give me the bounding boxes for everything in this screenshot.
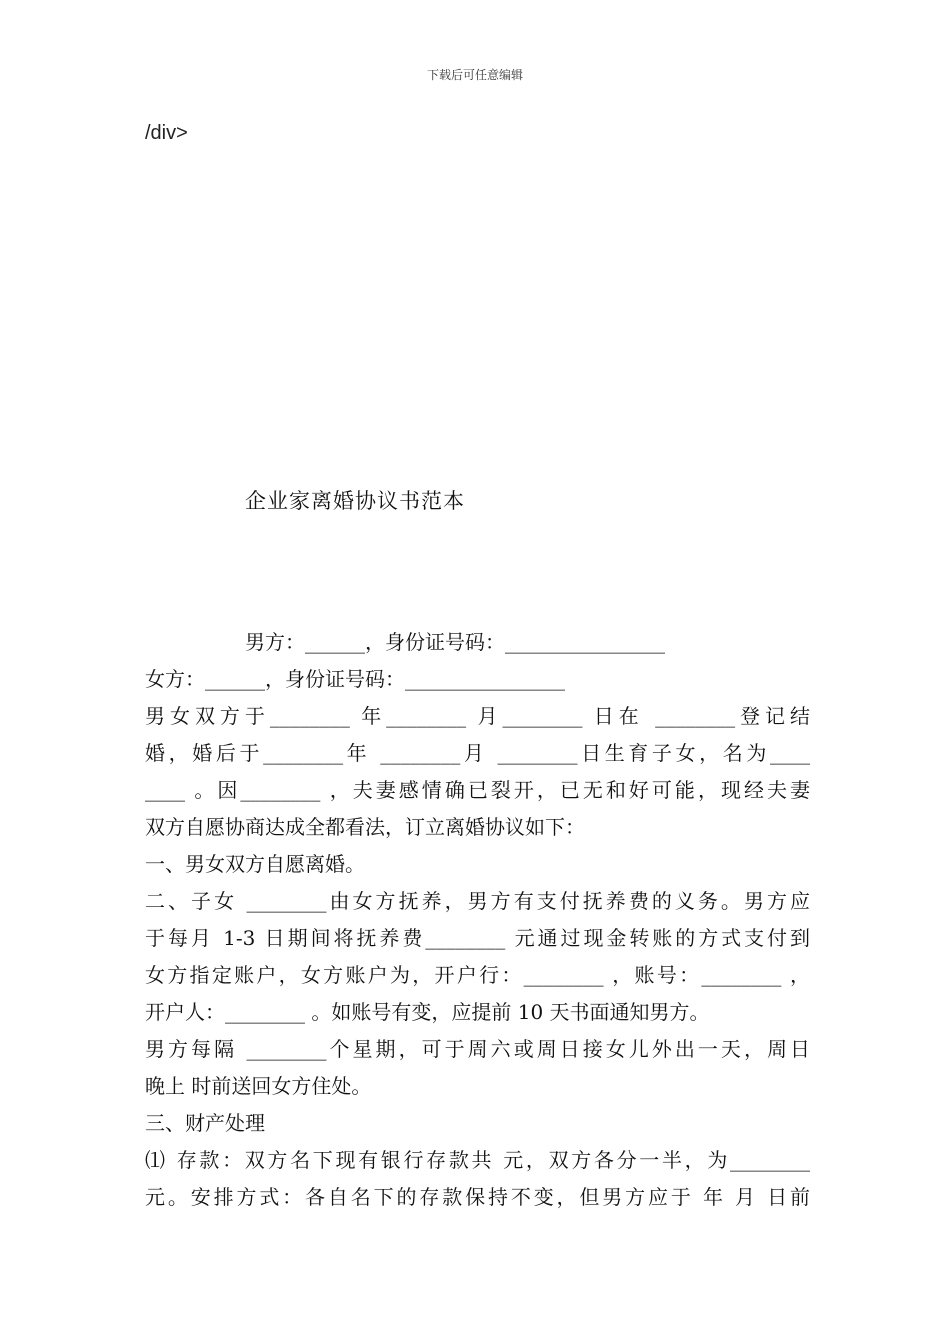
paragraph-line: 男方每隔 ________个星期，可于周六或周日接女儿外出一天，周日 xyxy=(145,1037,810,1061)
paragraph-line: 一、男女双方自愿离婚。 xyxy=(145,852,365,876)
paragraph-line: 晚上 时前送回女方住处。 xyxy=(145,1074,372,1098)
document-title: 企业家离婚协议书范本 xyxy=(245,489,465,513)
paragraph-line: 男方：______，身份证号码：________________ xyxy=(245,630,665,654)
paragraph-line: 三、财产处理 xyxy=(145,1111,265,1135)
header-watermark: 下载后可任意编辑 xyxy=(426,68,523,82)
stray-markup-text: /div> xyxy=(145,122,188,144)
paragraph-line: 元。安排方式：各自名下的存款保持不变，但男方应于 年 月 日前 xyxy=(145,1185,810,1209)
paragraph-line: 开户人：________ 。如账号有变，应提前 10 天书面通知男方。 xyxy=(145,1000,710,1024)
paragraph-line: 婚，婚后于________年 ________月 ________日生育子女，名为____ xyxy=(145,741,810,765)
paragraph-line: 二、子女 ________由女方抚养，男方有支付抚养费的义务。男方应 xyxy=(145,889,810,913)
document-body xyxy=(145,624,810,1216)
paragraph-line: 女方指定账户，女方账户为，开户行：________ ，账号：________ ， xyxy=(145,963,810,987)
paragraph-line: 于每月 1-3 日期间将抚养费________ 元通过现金转账的方式支付到 xyxy=(145,926,810,950)
paragraph-line: ____ 。因________ ，夫妻感情确已裂开，已无和好可能，现经夫妻 xyxy=(145,778,810,802)
paragraph-line: 双方自愿协商达成全都看法，订立离婚协议如下： xyxy=(145,815,585,839)
paragraph-line: ⑴ 存款：双方名下现有银行存款共 元，双方各分一半，为________ xyxy=(145,1148,810,1172)
paragraph-line: 男女双方于________ 年________ 月________ 日在 ________登记结 xyxy=(145,704,810,728)
paragraph-line: 女方：______，身份证号码：________________ xyxy=(145,667,565,691)
